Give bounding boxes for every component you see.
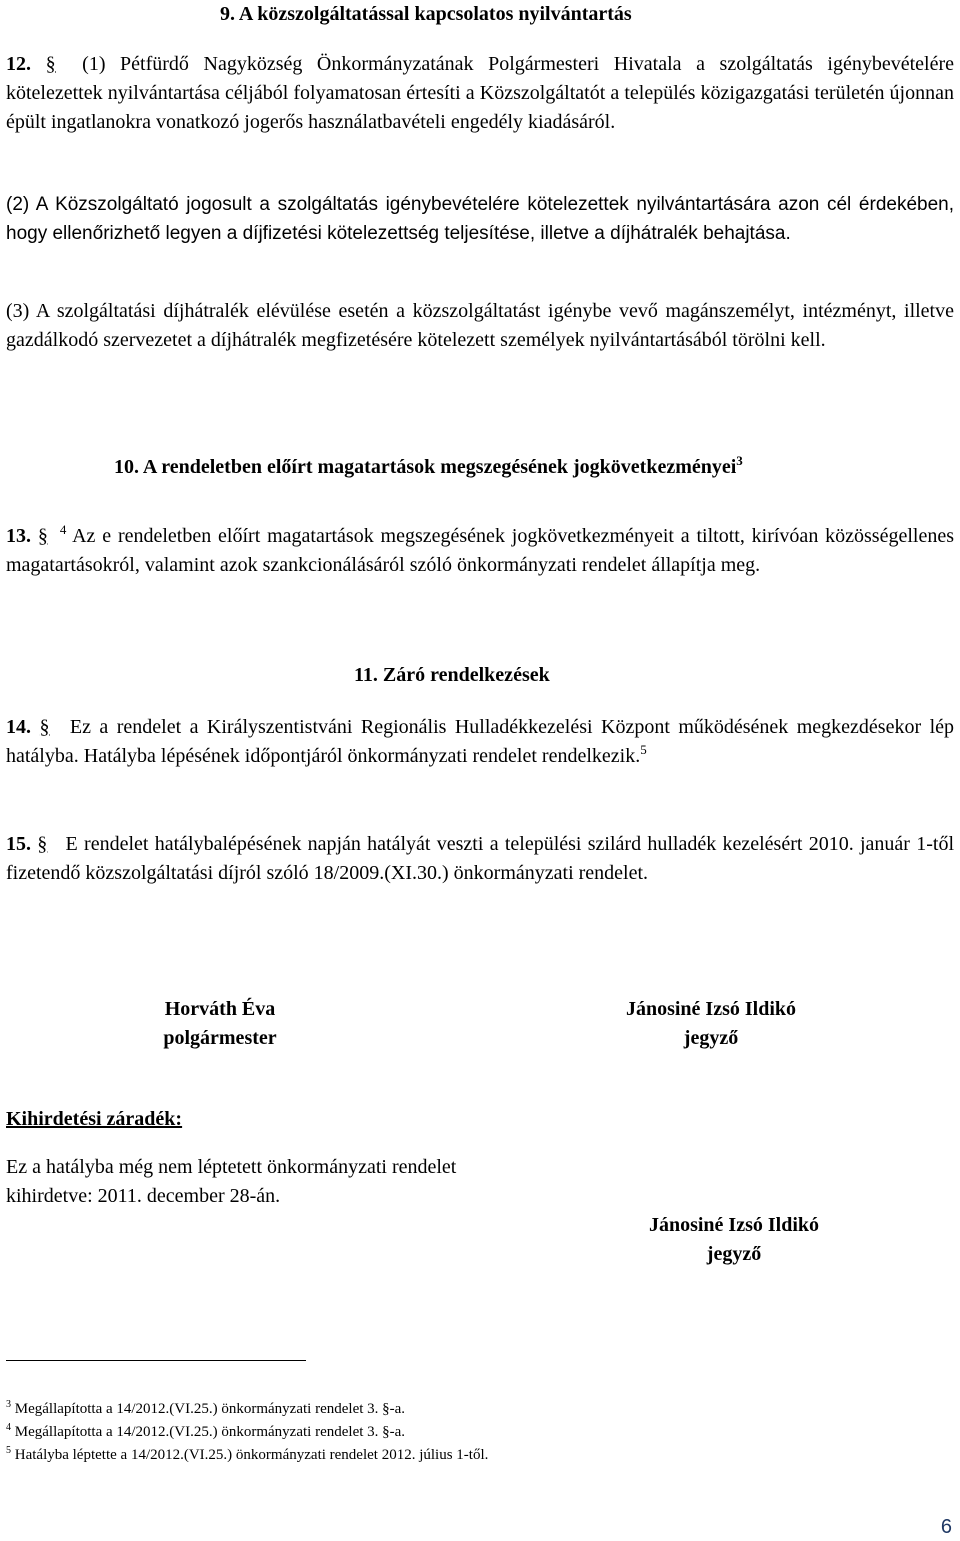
section-10-heading — [114, 455, 743, 479]
clause-line: kihirdetve: 2011. december 28-án. — [6, 1185, 281, 1207]
footnote-text: Megállapította a 14/2012.(VI.25.) önkormányzati rendelet 3. §-a. — [11, 1401, 406, 1417]
footnote-ref-5: 5 — [640, 742, 647, 757]
footnote-ref-4: 4 — [59, 522, 67, 537]
signature-right — [586, 995, 836, 1053]
paragraph-number: 12. — [6, 53, 31, 75]
paragraph-number: 15. — [6, 833, 31, 855]
section-sign: § — [45, 53, 56, 75]
section-9-heading: 9. A közszolgáltatással kapcsolatos nyilvántartás — [220, 3, 632, 25]
paragraph-12-2: (2) A Közszolgáltató jogosult a szolgáltatás igénybevételére kötelezettek nyilvántartására azon cél érdekében, hogy ellenőrizhető legyen a díjfizetési kötelezettség teljesítése, illetve a díjhátralék behajtása. — [6, 194, 954, 244]
footnote-number: 3 — [6, 1399, 11, 1410]
section-11-heading: 11. Záró rendelkezések — [354, 664, 550, 686]
paragraph-number: 14. — [6, 716, 31, 738]
heading-text: 10. A rendeletben előírt magatartások megszegésének jogkövetkezményei — [114, 456, 737, 478]
footnote-5 — [6, 1446, 488, 1464]
paragraph-12-1 — [6, 50, 954, 137]
signatory-name: Jánosiné Izsó Ildikó — [625, 998, 797, 1020]
signatory-name: Jánosiné Izsó Ildikó — [648, 1214, 820, 1236]
page-number: 6 — [940, 1516, 952, 1538]
section-sign: § — [37, 833, 48, 855]
paragraph-14 — [6, 713, 954, 771]
clause-line: Ez a hatályba még nem léptetett önkormányzati rendelet — [6, 1156, 457, 1178]
signatory-title: polgármester — [163, 1027, 277, 1049]
footnote-number: 5 — [6, 1445, 11, 1456]
section-sign: § — [39, 716, 50, 738]
paragraph-text: E rendelet hatálybalépésének napján hatályát veszti a települési szilárd hulladék kezelésért 2010. január 1-től fizetendő közszolgáltatási díjról szóló 18/2009.(XI.30.) önkormányzati rendelet. — [6, 833, 955, 884]
footnote-separator — [6, 1360, 306, 1361]
signatory-name: Horváth Éva — [164, 998, 276, 1020]
footnote-text: Megállapította a 14/2012.(VI.25.) önkormányzati rendelet 3. §-a. — [11, 1424, 406, 1440]
paragraph-13 — [6, 522, 954, 580]
signature-clause — [609, 1211, 859, 1269]
footnote-4 — [6, 1423, 405, 1441]
paragraph-text: Az e rendeletben előírt magatartások megszegésének jogkövetkezményeit a tiltott, kirívóan közösségellenes magatartásokról, valamint azok szankcionálásáról szóló önkormányzati rendelet állapítja meg. — [6, 525, 954, 576]
paragraph-12-3: (3) A szolgáltatási díjhátralék elévülése esetén a közszolgáltatást igénybe vevő magánszemélyt, intézményt, illetve gazdálkodó szervezetet a díjhátralék megfizetésére kötelezett személyek nyilvántartásából törölni kell. — [6, 300, 954, 351]
paragraph-text: (1) Pétfürdő Nagyközség Önkormányzatának Polgármesteri Hivatala a szolgáltatás igénybevételére kötelezettek nyilvántartása céljából folyamatosan értesíti a Közszolgáltatót a település közigazgatási területén újonnan épült ingatlanokra vonatkozó jogerős használatbavételi engedély kiadásáról. — [6, 53, 954, 133]
section-sign: § — [37, 525, 48, 547]
signatory-title: jegyző — [683, 1027, 739, 1049]
paragraph-text: Ez a rendelet a Királyszentistváni Regionális Hulladékkezelési Központ működésének megkezdésekor lép hatályba. Hatályba lépésének időpontjáról önkormányzati rendelet rendelkezik. — [6, 716, 955, 767]
paragraph-number: 13. — [6, 525, 31, 547]
document-page — [6, 0, 954, 1541]
footnote-text: Hatályba léptette a 14/2012.(VI.25.) önkormányzati rendelet 2012. július 1-től. — [11, 1447, 489, 1463]
paragraph-15 — [6, 830, 954, 888]
footnote-3 — [6, 1400, 405, 1418]
signature-left — [120, 995, 320, 1053]
signatory-title: jegyző — [706, 1243, 762, 1265]
footnote-ref-3: 3 — [736, 453, 743, 468]
promulgation-clause-text — [6, 1153, 706, 1211]
footnote-number: 4 — [6, 1422, 11, 1433]
promulgation-clause-title: Kihirdetési záradék: — [6, 1108, 183, 1130]
